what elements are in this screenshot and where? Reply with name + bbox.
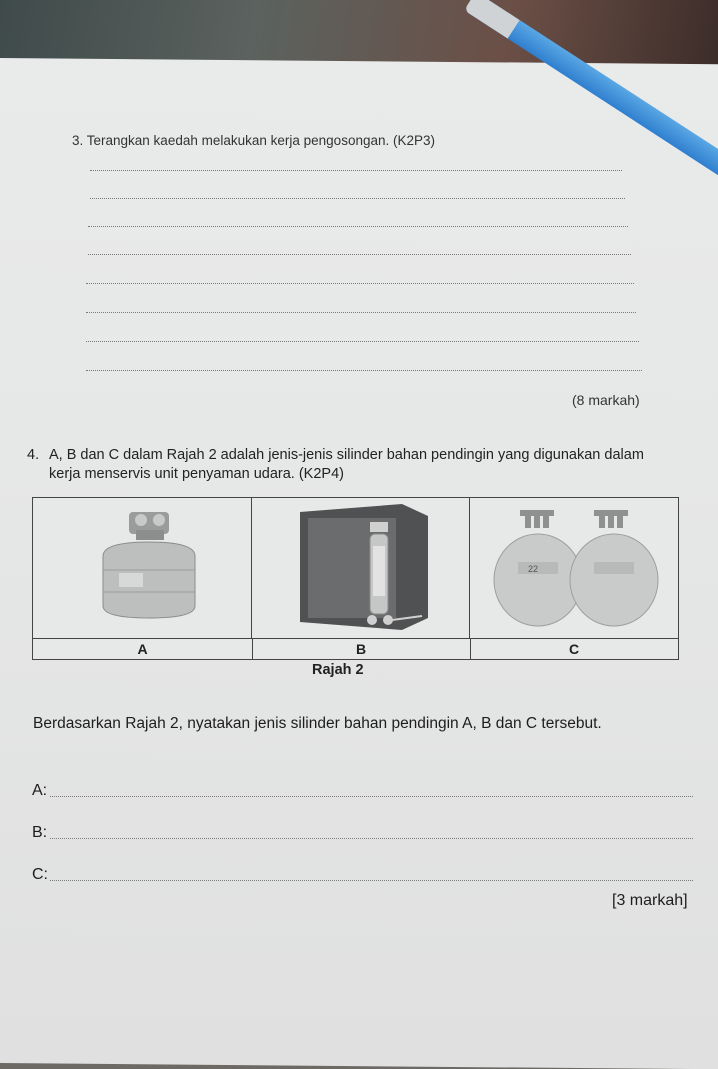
label-row <box>33 638 678 660</box>
label-a: A <box>33 639 253 660</box>
answer-line <box>88 226 628 227</box>
answer-a-label: A: <box>32 782 48 799</box>
question-4-instruction: Berdasarkan Rajah 2, nyatakan jenis silinder bahan pendingin A, B dan C tersebut. <box>33 715 602 732</box>
answer-line <box>90 198 625 199</box>
answer-a-line <box>50 796 693 797</box>
answer-b-label: B: <box>32 824 48 841</box>
question-4-text: A, B dan C dalam Rajah 2 adalah jenis-jenis silinder bahan pendingin yang digunakan dalam kerja menservis unit penyaman udara. (K2P4) <box>49 447 644 482</box>
question-4 <box>27 446 667 484</box>
answer-line <box>86 370 642 371</box>
question-4-marks: [3 markah] <box>612 892 688 909</box>
answer-line <box>90 170 622 171</box>
answer-b-line <box>50 838 693 839</box>
answer-line <box>86 283 634 284</box>
answer-c-line <box>50 880 693 881</box>
answer-c-label: C: <box>32 866 48 883</box>
question-3-marks: (8 markah) <box>572 392 640 408</box>
answer-line <box>88 254 631 255</box>
cylinder-b-cell <box>252 498 470 638</box>
figure-caption: Rajah 2 <box>312 662 364 678</box>
cylinder-c-label-22: 22 <box>528 564 539 574</box>
question-4-number: 4. <box>27 447 40 463</box>
cylinder-a-image <box>33 498 252 638</box>
label-b: B <box>252 639 471 660</box>
cylinder-c-image <box>470 498 678 638</box>
figure-table <box>32 497 679 660</box>
cylinder-a-cell <box>33 498 252 638</box>
label-c: C <box>568 641 580 657</box>
answer-line <box>86 341 639 342</box>
question-3-text: 3. Terangkan kaedah melakukan kerja pengosongan. (K2P3) <box>72 133 435 148</box>
cylinder-c-cell <box>470 498 678 638</box>
answer-line <box>86 312 636 313</box>
cylinder-b-image <box>252 498 470 638</box>
